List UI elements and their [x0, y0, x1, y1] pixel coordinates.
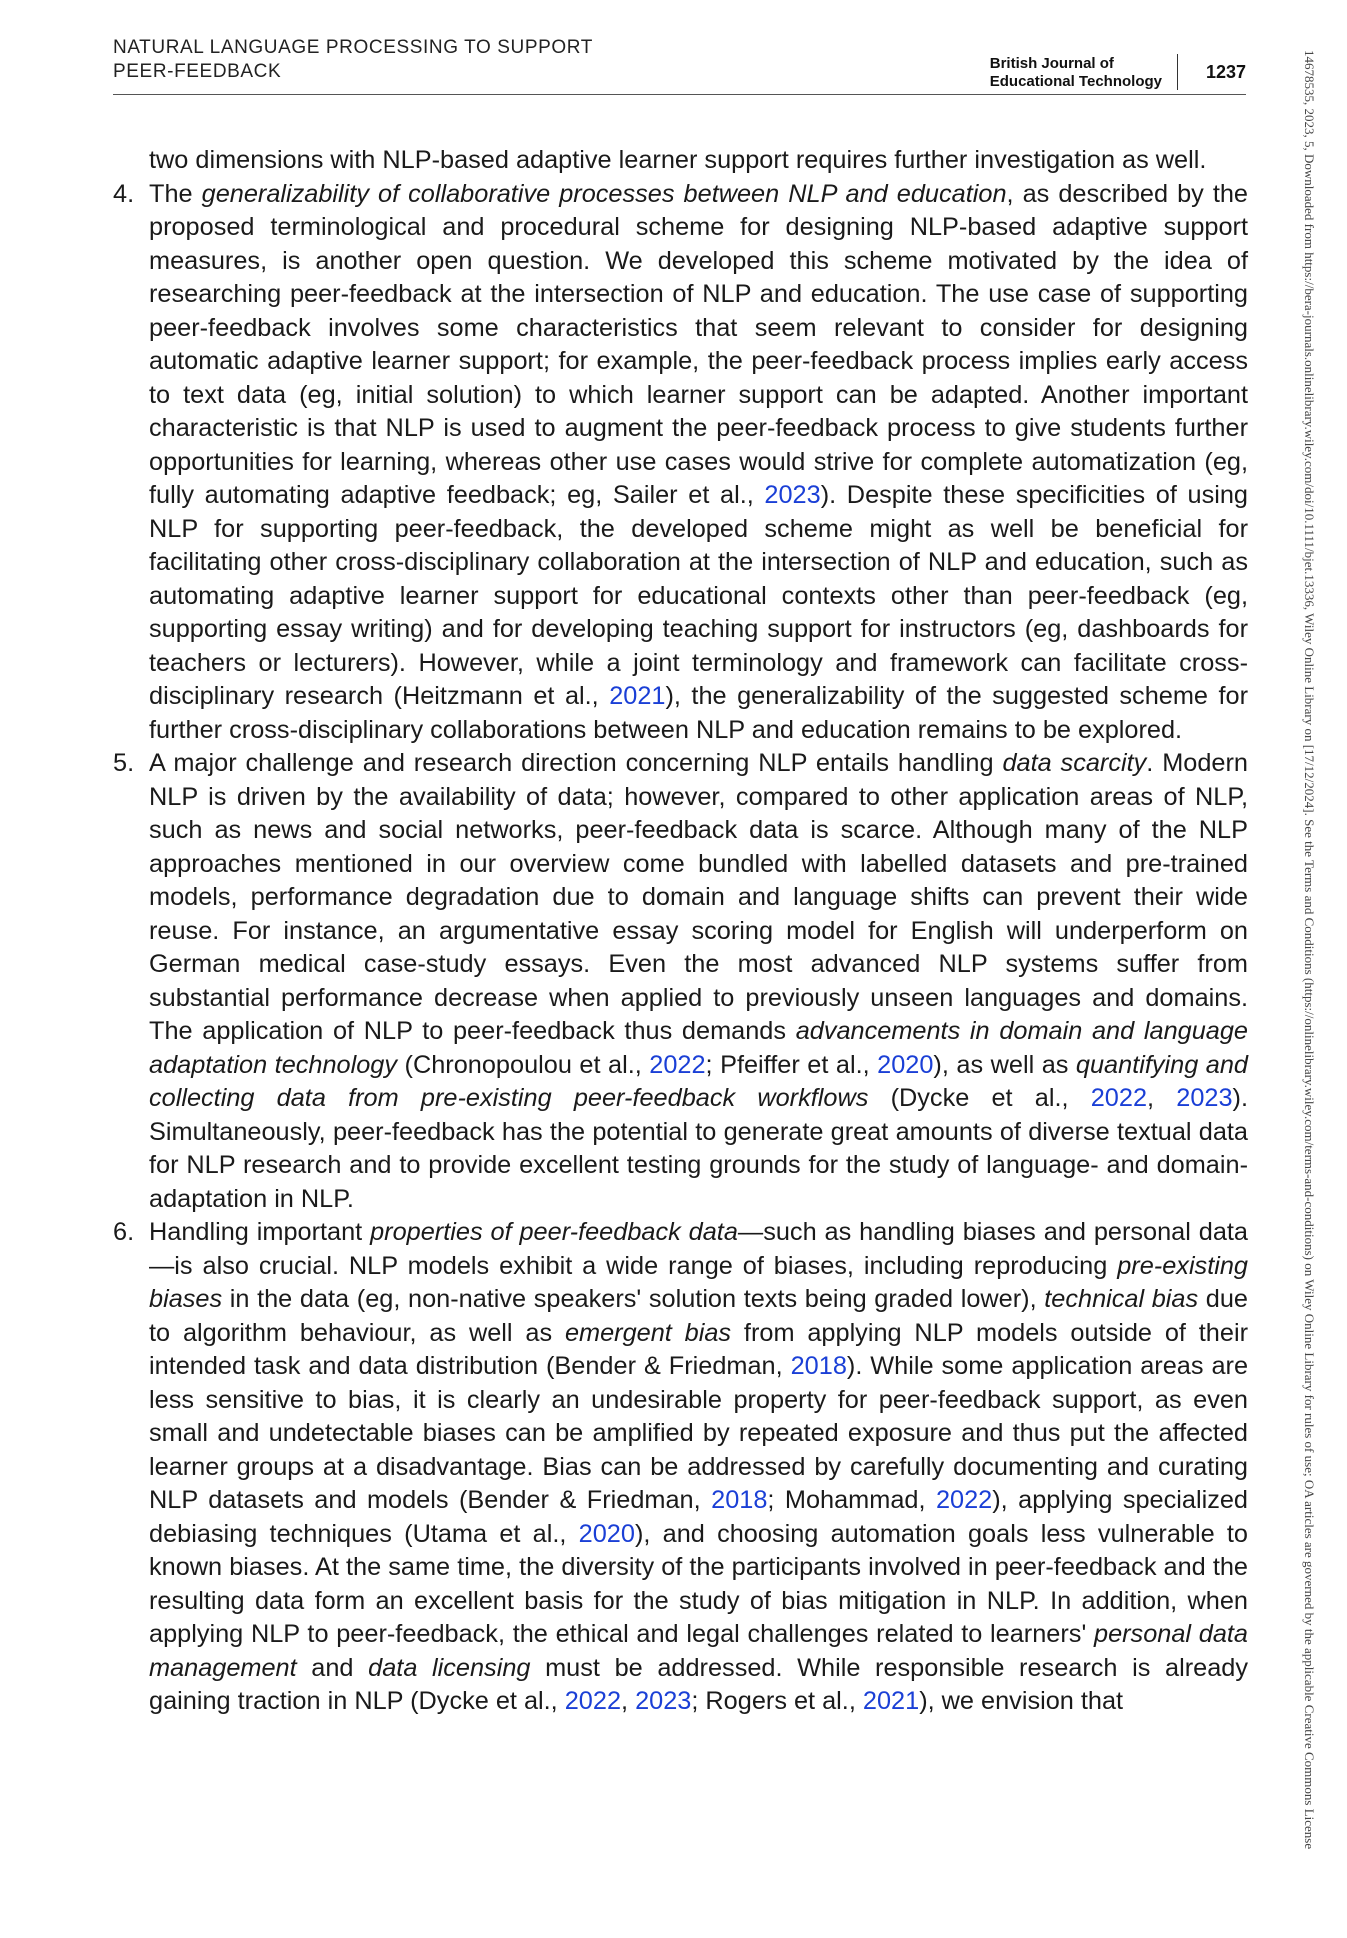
text-run: (Dycke et al., — [868, 1084, 1091, 1112]
emphasis-run: properties of peer-feedback data — [370, 1218, 738, 1246]
text-run: —such as handling biases and personal data—is also crucial. NLP models exhibit a wide range of biases, including reproducing — [149, 1218, 1248, 1280]
journal-name-line1: British Journal of — [989, 55, 1114, 72]
text-run: due to algorithm behaviour, as well as — [149, 1285, 1248, 1347]
citation-link[interactable]: 2023 — [1176, 1084, 1233, 1112]
list-item-4 — [113, 178, 1248, 748]
page-number: 1237 — [1205, 62, 1246, 82]
continuation-paragraph: two dimensions with NLP-based adaptive learner support requires further investigation as well. — [149, 146, 1207, 174]
text-run: , as described by the proposed terminological and procedural scheme for designing NLP-based adaptive support measures, is another open question. We developed this scheme motivated by the idea of researching peer-feedback at the intersection of NLP and education. The use case of supporting peer-feedback involves some characteristics that seem relevant to consider for designing automatic adaptive learner support; for example, the peer-feedback process implies early access to text data (eg, initial solution) to which learner support can be adapted. Another important characteristic is that NLP is used to augment the peer-feedback process to give students further opportunities for learning, whereas other use cases would strive for complete automatization (eg, fully automating adaptive feedback; eg, Sailer et al., — [149, 179, 1248, 509]
text-run: ). While some application areas are less sensitive to bias, it is clearly an undesirable property for peer-feedback support, as even small and undetectable biases can be amplified by repeated exposure and thus put the affected learner groups at a disadvantage. Bias can be addressed by carefully documenting and curating NLP datasets and models (Bender & Friedman, — [149, 1352, 1249, 1514]
list-item-5 — [113, 747, 1248, 1216]
journal-name-line2: Educational Technology — [989, 73, 1162, 90]
text-run: ; Pfeiffer et al., — [705, 1050, 878, 1079]
citation-link[interactable]: 2022 — [649, 1050, 706, 1079]
text-run: must be addressed. While responsible research is already gaining traction in NLP (Dycke et al., — [149, 1653, 1248, 1715]
text-run: ; Mohammad, — [767, 1486, 936, 1514]
text-run: , — [1147, 1084, 1177, 1112]
header-divider — [1177, 54, 1178, 90]
list-number: 6. — [113, 1218, 135, 1246]
text-run: in the data (eg, non-native speakers' solution texts being graded lower), — [222, 1285, 1045, 1313]
citation-link[interactable]: 2020 — [578, 1519, 635, 1548]
emphasis-run: data licensing — [368, 1653, 531, 1682]
emphasis-run: technical bias — [1044, 1285, 1199, 1313]
text-run: , — [621, 1687, 636, 1715]
emphasis-run: generalizability of collaborative processes between NLP and education — [201, 179, 1007, 208]
text-run: ), and choosing automation goals less vulnerable to known biases. At the same time, the diversity of the participants involved in peer-feedback and the resulting data form an excellent basis for the study of bias mitigation in NLP. In addition, when applying NLP to peer-feedback, the ethical and legal challenges related to learners' — [149, 1519, 1248, 1648]
text-run: The — [149, 179, 202, 208]
citation-link[interactable]: 2023 — [635, 1687, 692, 1715]
header-rule — [113, 94, 1246, 95]
emphasis-run: advancements in domain and language adaptation technology — [149, 1017, 1248, 1079]
citation-link[interactable]: 2018 — [711, 1486, 768, 1514]
text-run: ), as well as — [933, 1050, 1076, 1079]
text-run: ). Simultaneously, peer-feedback has the potential to generate great amounts of diverse textual data for NLP research and to provide excellent testing grounds for the study of language- and domain-adaptation in NLP. — [149, 1084, 1248, 1213]
citation-link[interactable]: 2021 — [609, 682, 666, 710]
list-number: 4. — [113, 179, 135, 208]
body-text — [113, 144, 1248, 1719]
text-run: Handling important — [149, 1218, 371, 1246]
text-run: (Chronopoulou et al., — [397, 1050, 650, 1079]
citation-link[interactable]: 2018 — [790, 1352, 847, 1380]
emphasis-run: quantifying and collecting data from pre-existing peer-feedback workflows — [149, 1050, 1248, 1112]
download-side-note: 14678535, 2023, 5, Downloaded from https://bera-journals.onlinelibrary.wiley.com/doi/10.1111/bjet.13336, Wiley Online Library on [17/12/2024]. See the Terms and Conditions (https://onlinelibrary.wiley.com/terms-and-conditions) on Wiley Online Library for rules of use; OA articles are governed by the applicable Creative Commons License — [1302, 50, 1317, 1850]
citation-link[interactable]: 2023 — [764, 481, 821, 509]
text-run: . Modern NLP is driven by the availability of data; however, compared to other application areas of NLP, such as news and social networks, peer-feedback data is scarce. Although many of the NLP approaches mentioned in our overview come bundled with labelled datasets and pre-trained models, performance degradation due to domain and language shifts can prevent their wide reuse. For instance, an argumentative essay scoring model for English will underperform on German medical case-study essays. Even the most advanced NLP systems suffer from substantial performance decrease when applied to previously unseen languages and domains. The application of NLP to peer-feedback thus demands — [149, 749, 1248, 1045]
running-title — [113, 36, 593, 84]
emphasis-run: personal data management — [149, 1620, 1248, 1682]
emphasis-run: data scarcity — [1002, 749, 1147, 777]
citation-link[interactable]: 2021 — [862, 1687, 920, 1715]
text-run: ; Rogers et al., — [691, 1687, 863, 1715]
text-run: ), applying specialized debiasing techniques (Utama et al., — [149, 1486, 1248, 1548]
running-title-line2: PEER-FEEDBACK — [113, 61, 282, 82]
text-run: ), the generalizability of the suggested scheme for further cross-disciplinary collaborations between NLP and education remains to be explored. — [149, 682, 1248, 744]
emphasis-run: pre-existing biases — [149, 1251, 1248, 1313]
journal-name — [990, 55, 1162, 91]
list-number: 5. — [113, 749, 135, 777]
running-head — [113, 36, 1246, 94]
citation-link[interactable]: 2020 — [877, 1050, 934, 1079]
text-run: ). Despite these specificities of using NLP for supporting peer-feedback, the developed scheme might as well be beneficial for facilitating other cross-disciplinary collaboration at the intersection of NLP and education, such as automating adaptive learner support for educational contexts other than peer-feedback (eg, supporting essay writing) and for developing teaching support for instructors (eg, dashboards for teachers or lecturers). However, while a joint terminology and framework can facilitate cross-disciplinary research (Heitzmann et al., — [149, 481, 1248, 710]
citation-link[interactable]: 2022 — [935, 1486, 993, 1514]
citation-link[interactable]: 2022 — [1090, 1084, 1148, 1112]
list-item-6 — [113, 1216, 1248, 1719]
emphasis-run: emergent bias — [564, 1318, 732, 1347]
text-run: ), we envision that — [919, 1687, 1124, 1715]
text-run: A major challenge and research direction concerning NLP entails handling — [149, 749, 1003, 777]
citation-link[interactable]: 2022 — [564, 1687, 622, 1715]
text-run: and — [296, 1653, 369, 1682]
running-title-line1: NATURAL LANGUAGE PROCESSING TO SUPPORT — [113, 37, 593, 58]
text-run: from applying NLP models outside of their intended task and data distribution (Bender & Friedman, — [149, 1318, 1248, 1380]
